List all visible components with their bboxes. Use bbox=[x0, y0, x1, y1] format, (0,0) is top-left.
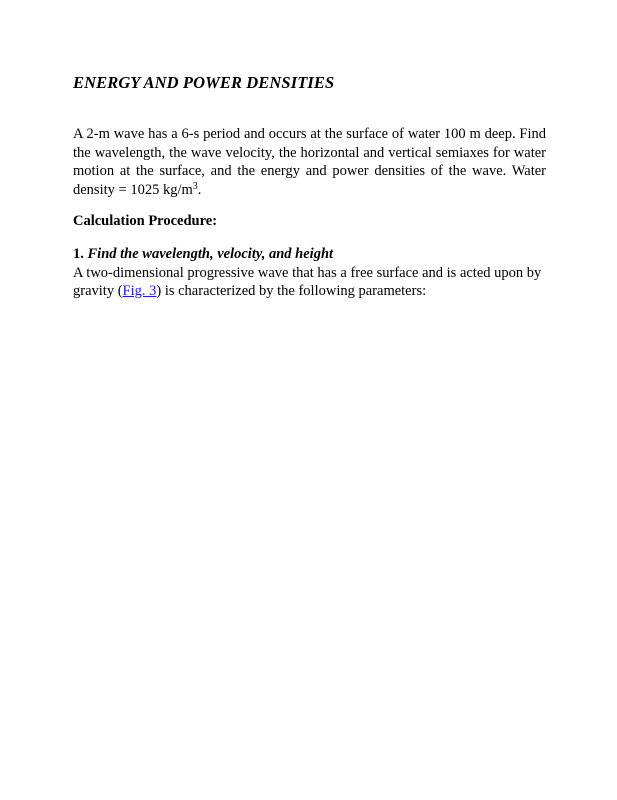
problem-superscript: 3 bbox=[192, 180, 198, 192]
document-title: ENERGY AND POWER DENSITIES bbox=[73, 73, 335, 92]
problem-text: A 2-m wave has a 6-s period and occurs at the surface of water 100 m deep. Find the wavelength, the wave velocity, the horizontal and vertical semiaxes for water motion at the surface, and the energy and power densities of the wave. Water density = 1025 kg/m bbox=[73, 126, 546, 198]
step-1 bbox=[73, 245, 546, 301]
step-1-title: Find the wavelength, velocity, and height bbox=[87, 245, 334, 262]
document-content bbox=[73, 72, 546, 301]
figure-3-link[interactable]: Fig. 3 bbox=[122, 283, 157, 300]
step-1-number: 1. bbox=[73, 245, 84, 262]
problem-statement bbox=[73, 125, 546, 199]
step-1-text-before: A two-dimensional progressive wave that has a free surface and is acted upon by gravity ( bbox=[73, 264, 542, 300]
problem-end: . bbox=[197, 181, 202, 198]
procedure-heading: Calculation Procedure: bbox=[73, 213, 218, 230]
step-1-text-after: ) is characterized by the following parameters: bbox=[156, 283, 427, 300]
